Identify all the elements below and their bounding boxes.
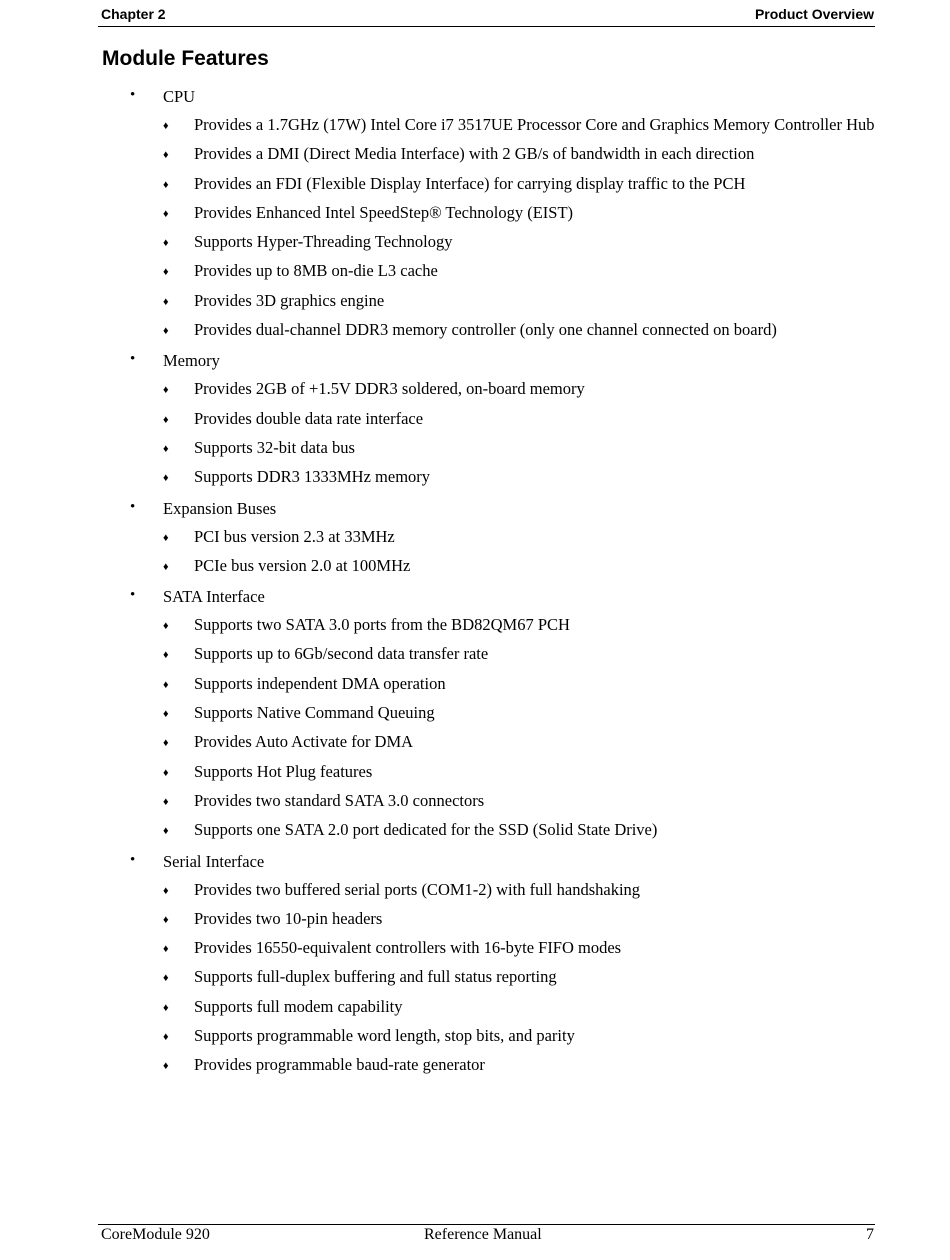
section-title: Module Features (102, 47, 269, 70)
feature-item (0, 556, 950, 585)
feature-item-text: Supports 32-bit data bus (194, 437, 355, 457)
feature-group-heading (0, 349, 950, 379)
feature-item-text: Provides two buffered serial ports (COM1-2) with full handshaking (194, 879, 641, 899)
feature-item-text: Provides an FDI (Flexible Display Interface) for carrying display traffic to the PCH (194, 173, 746, 193)
feature-item-text: Supports Native Command Queuing (194, 703, 435, 723)
diamond-bullet-icon: ♦ (163, 178, 169, 191)
feature-item-text: Provides two 10-pin headers (194, 908, 383, 928)
feature-item-text: Provides dual-channel DDR3 memory controller (only one channel connected on board) (194, 320, 777, 340)
feature-item (0, 115, 950, 144)
bullet-icon: • (130, 498, 136, 515)
diamond-bullet-icon: ♦ (163, 472, 169, 485)
diamond-bullet-icon: ♦ (163, 708, 169, 721)
feature-item (0, 438, 950, 467)
feature-item-text: Provides Auto Activate for DMA (194, 732, 414, 752)
feature-list (0, 85, 950, 1085)
page-footer (98, 1224, 875, 1249)
footer-doc-title: Reference Manual (424, 1226, 542, 1243)
feature-group-label: CPU (163, 87, 196, 106)
feature-item-text: Provides two standard SATA 3.0 connectors (194, 790, 485, 810)
feature-item (0, 174, 950, 203)
diamond-bullet-icon: ♦ (163, 737, 169, 750)
feature-item (0, 732, 950, 761)
bullet-icon: • (130, 587, 136, 604)
feature-item (0, 703, 950, 732)
page-number: 7 (866, 1226, 874, 1243)
feature-item (0, 1026, 950, 1055)
diamond-bullet-icon: ♦ (163, 766, 169, 779)
feature-item (0, 232, 950, 261)
feature-item-text: Provides 16550-equivalent controllers with 16-byte FIFO modes (194, 938, 622, 958)
diamond-bullet-icon: ♦ (163, 1001, 169, 1014)
diamond-bullet-icon: ♦ (163, 266, 169, 279)
feature-group-heading (0, 850, 950, 880)
feature-item (0, 144, 950, 173)
chapter-label: Chapter 2 (101, 6, 166, 22)
feature-item-text: Provides up to 8MB on-die L3 cache (194, 261, 438, 281)
feature-group-label: SATA Interface (163, 587, 265, 607)
feature-item-text: PCIe bus version 2.0 at 100MHz (194, 555, 411, 575)
page-header (98, 5, 875, 27)
feature-group (0, 585, 950, 849)
feature-item (0, 880, 950, 909)
diamond-bullet-icon: ♦ (163, 560, 169, 573)
feature-item-text: Supports two SATA 3.0 ports from the BD82QM67 PCH (194, 615, 570, 635)
feature-item-text: Supports full modem capability (194, 996, 403, 1016)
diamond-bullet-icon: ♦ (163, 649, 169, 662)
bullet-icon: • (130, 851, 136, 868)
feature-item-text: Provides 2GB of +1.5V DDR3 soldered, on-board memory (194, 379, 585, 399)
feature-item (0, 615, 950, 644)
feature-item-text: Supports Hot Plug features (194, 761, 373, 781)
feature-item-text: Supports one SATA 2.0 port dedicated for the SSD (Solid State Drive) (194, 820, 658, 840)
feature-item-text: Supports full-duplex buffering and full status reporting (194, 967, 557, 987)
diamond-bullet-icon: ♦ (163, 943, 169, 956)
diamond-bullet-icon: ♦ (163, 413, 169, 426)
feature-item (0, 291, 950, 320)
feature-item-text: Provides double data rate interface (194, 408, 424, 428)
feature-group-heading (0, 85, 950, 115)
feature-item (0, 1055, 950, 1084)
diamond-bullet-icon: ♦ (163, 237, 169, 250)
diamond-bullet-icon: ♦ (163, 1031, 169, 1044)
feature-item-text: Provides Enhanced Intel SpeedStep® Technology (EIST) (194, 202, 574, 222)
feature-item-text: Provides a DMI (Direct Media Interface) with 2 GB/s of bandwidth in each direction (194, 144, 755, 164)
feature-item-text: Supports up to 6Gb/second data transfer rate (194, 644, 489, 664)
diamond-bullet-icon: ♦ (163, 884, 169, 897)
diamond-bullet-icon: ♦ (163, 149, 169, 162)
feature-item (0, 791, 950, 820)
diamond-bullet-icon: ♦ (163, 207, 169, 220)
feature-item (0, 379, 950, 408)
feature-item-text: Supports Hyper-Threading Technology (194, 232, 453, 252)
diamond-bullet-icon: ♦ (163, 825, 169, 838)
feature-group-heading (0, 497, 950, 527)
feature-item (0, 261, 950, 290)
diamond-bullet-icon: ♦ (163, 295, 169, 308)
feature-item (0, 820, 950, 849)
diamond-bullet-icon: ♦ (163, 325, 169, 338)
diamond-bullet-icon: ♦ (163, 678, 169, 691)
diamond-bullet-icon: ♦ (163, 972, 169, 985)
bullet-icon: • (130, 351, 136, 368)
feature-item (0, 997, 950, 1026)
feature-group (0, 850, 950, 1085)
feature-item (0, 762, 950, 791)
diamond-bullet-icon: ♦ (163, 384, 169, 397)
feature-item (0, 203, 950, 232)
chapter-title: Product Overview (754, 6, 874, 22)
feature-item-text: Supports independent DMA operation (194, 673, 446, 693)
feature-item (0, 967, 950, 996)
feature-group-label: Expansion Buses (163, 498, 277, 518)
diamond-bullet-icon: ♦ (163, 531, 169, 544)
feature-item (0, 938, 950, 967)
feature-item-text: Supports DDR3 1333MHz memory (194, 467, 431, 487)
feature-item (0, 644, 950, 673)
feature-item-text: Provides 3D graphics engine (194, 290, 385, 310)
feature-item (0, 320, 950, 349)
feature-group-label: Memory (163, 351, 220, 371)
feature-group-label: Serial Interface (163, 851, 265, 871)
footer-product: CoreModule 920 (101, 1226, 210, 1243)
diamond-bullet-icon: ♦ (163, 120, 169, 132)
feature-item (0, 909, 950, 938)
diamond-bullet-icon: ♦ (163, 913, 169, 926)
feature-item (0, 409, 950, 438)
feature-group (0, 349, 950, 496)
feature-group (0, 497, 950, 586)
feature-item (0, 467, 950, 496)
diamond-bullet-icon: ♦ (163, 795, 169, 808)
diamond-bullet-icon: ♦ (163, 442, 169, 455)
feature-group-heading (0, 585, 950, 615)
feature-item (0, 527, 950, 556)
diamond-bullet-icon: ♦ (163, 620, 169, 633)
feature-item (0, 674, 950, 703)
feature-group (0, 85, 950, 349)
feature-item-text: Provides programmable baud-rate generator (194, 1055, 485, 1075)
diamond-bullet-icon: ♦ (163, 1060, 169, 1073)
feature-item-text: Provides a 1.7GHz (17W) Intel Core i7 3517UE Processor Core and Graphics Memory Controller Hub (194, 115, 875, 134)
bullet-icon: • (130, 87, 136, 103)
feature-item-text: Supports programmable word length, stop bits, and parity (194, 1026, 575, 1046)
feature-item-text: PCI bus version 2.3 at 33MHz (194, 526, 395, 546)
